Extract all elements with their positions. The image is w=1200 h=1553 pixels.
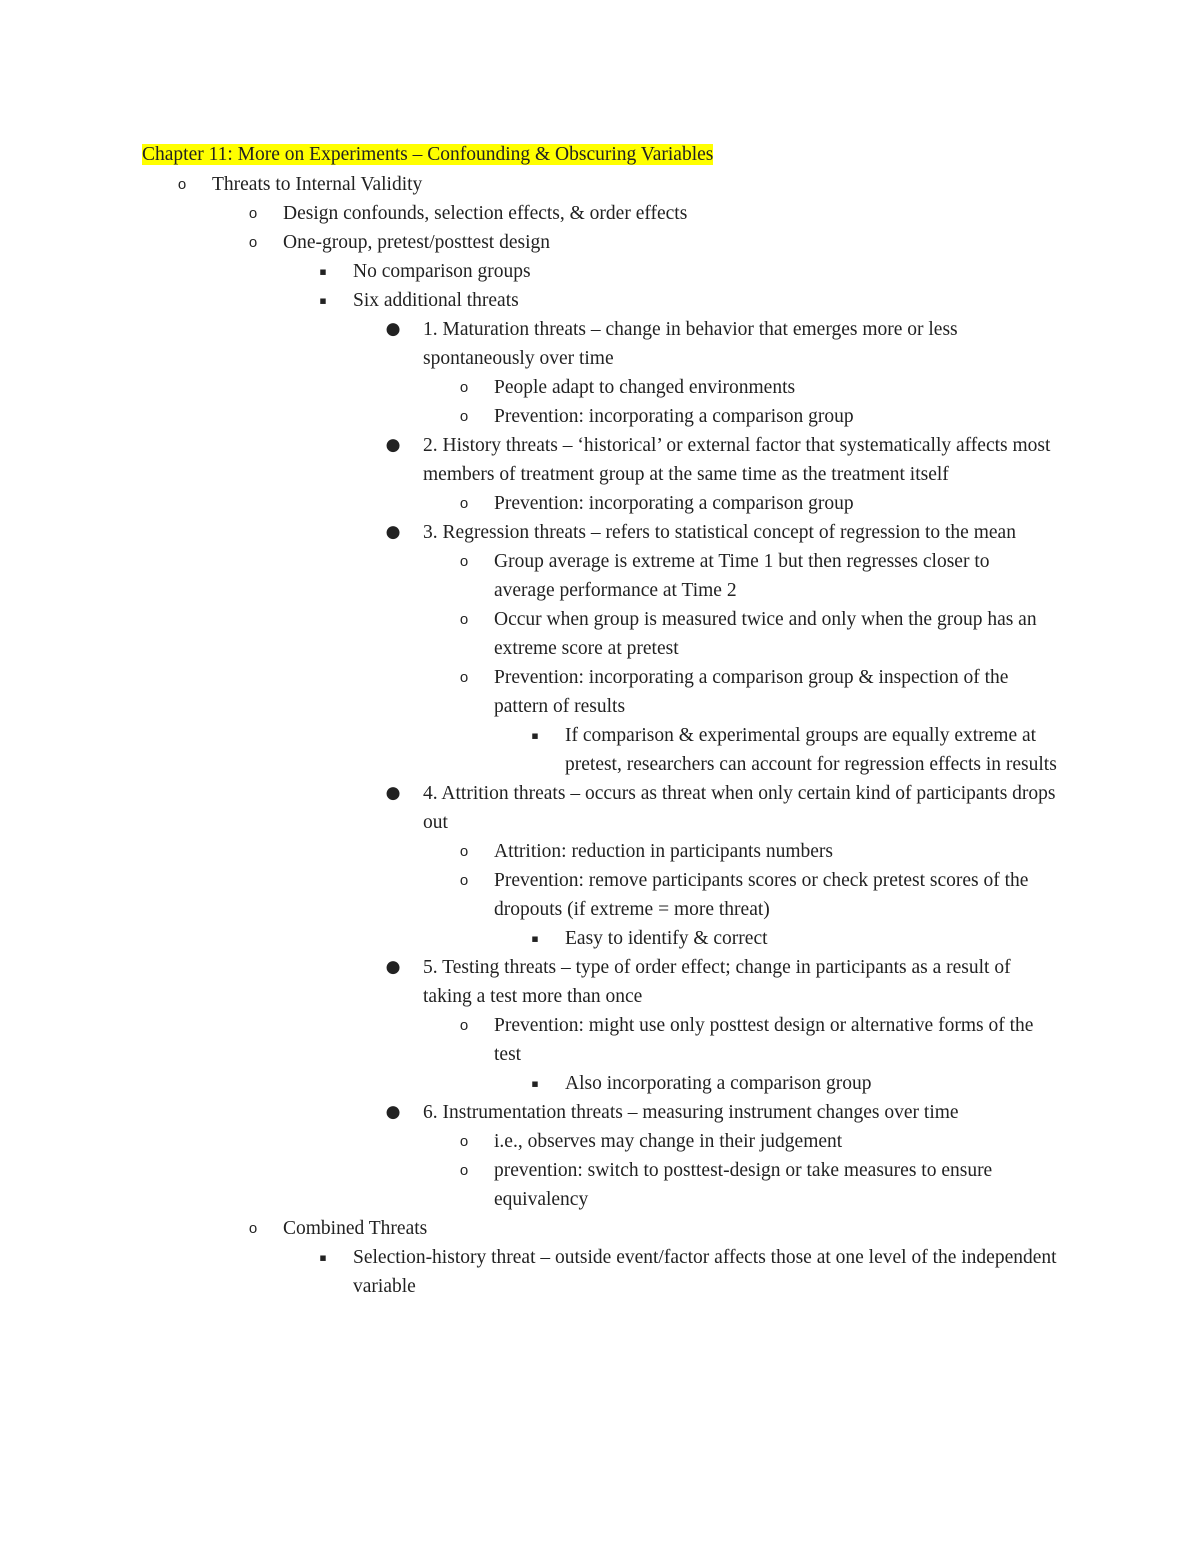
bullet-marker: ▪: [531, 932, 539, 945]
list-item-text: People adapt to changed environments: [494, 377, 796, 398]
list-item: [0, 315, 1200, 373]
list-item: [0, 866, 1200, 924]
list-item-text: 6. Instrumentation threats – measuring instrument changes over time: [423, 1102, 959, 1123]
bullet-marker: o: [459, 1133, 469, 1150]
bullet-marker: o: [459, 1162, 469, 1179]
list-item-text: Prevention: incorporating a comparison group & inspection of the pattern of results: [494, 667, 1009, 717]
bullet-marker: o: [248, 1220, 258, 1237]
bullet-marker: ●: [385, 319, 401, 339]
list-item-text: 2. History threats – ‘historical’ or external factor that systematically affects most members of treatment group at the same time as the treatment itself: [423, 435, 1051, 485]
list-item: [0, 373, 1200, 402]
list-item-text: 1. Maturation threats – change in behavior that emerges more or less spontaneously over time: [423, 319, 958, 369]
list-item-text: Prevention: incorporating a comparison group: [494, 406, 854, 427]
list-item: [0, 547, 1200, 605]
list-item-text: Easy to identify & correct: [565, 928, 768, 949]
bullet-marker: o: [177, 176, 187, 193]
bullet-marker: ▪: [319, 265, 327, 278]
list-item-text: If comparison & experimental groups are equally extreme at pretest, researchers can account for regression effects in results: [565, 725, 1057, 775]
list-item: [0, 953, 1200, 1011]
list-item-text: Attrition: reduction in participants numbers: [494, 841, 834, 862]
list-item-text: 4. Attrition threats – occurs as threat when only certain kind of participants drops out: [423, 783, 1056, 833]
chapter-heading-text: Chapter 11: More on Experiments – Confounding & Obscuring Variables: [142, 144, 714, 165]
list-item: [0, 199, 1200, 228]
list-item: [0, 837, 1200, 866]
list-item: [0, 1156, 1200, 1214]
bullet-marker: ▪: [319, 294, 327, 307]
list-item: [0, 1243, 1200, 1301]
list-item: [0, 489, 1200, 518]
list-item-text: Selection-history threat – outside event/factor affects those at one level of the independent variable: [353, 1247, 1057, 1297]
list-item: [0, 605, 1200, 663]
list-item: [0, 1011, 1200, 1069]
bullet-marker: o: [459, 843, 469, 860]
list-item-text: 3. Regression threats – refers to statistical concept of regression to the mean: [423, 522, 1016, 543]
list-item-text: Six additional threats: [353, 290, 519, 311]
bullet-marker: ●: [385, 1102, 401, 1122]
bullet-marker: ▪: [531, 729, 539, 742]
list-item: [0, 402, 1200, 431]
list-item-text: Occur when group is measured twice and only when the group has an extreme score at pretest: [494, 609, 1037, 659]
bullet-marker: o: [459, 495, 469, 512]
bullet-marker: o: [459, 872, 469, 889]
list-item: [0, 170, 1200, 199]
list-item-text: Prevention: might use only posttest design or alternative forms of the test: [494, 1015, 1034, 1065]
list-item-text: Combined Threats: [283, 1218, 428, 1239]
list-item-text: Threats to Internal Validity: [212, 174, 423, 195]
bullet-marker: o: [459, 669, 469, 686]
bullet-marker: ▪: [531, 1077, 539, 1090]
bullet-marker: ●: [385, 435, 401, 455]
bullet-marker: o: [459, 1017, 469, 1034]
list-item: [0, 257, 1200, 286]
list-item-text: prevention: switch to posttest-design or take measures to ensure equivalency: [494, 1160, 993, 1210]
list-item: [0, 1098, 1200, 1127]
list-item-text: i.e., observes may change in their judgement: [494, 1131, 843, 1152]
list-item: [0, 779, 1200, 837]
list-item: [0, 1127, 1200, 1156]
bullet-marker: o: [248, 205, 258, 222]
bullet-marker: o: [459, 379, 469, 396]
bullet-marker: o: [459, 553, 469, 570]
bullet-marker: ●: [385, 957, 401, 977]
list-item: [0, 518, 1200, 547]
list-item-text: Prevention: remove participants scores or check pretest scores of the dropouts (if extreme = more threat): [494, 870, 1029, 920]
list-item-text: Prevention: incorporating a comparison group: [494, 493, 854, 514]
list-item: [0, 663, 1200, 721]
list-item: [0, 721, 1200, 779]
bullet-marker: o: [248, 234, 258, 251]
list-item-text: No comparison groups: [353, 261, 531, 282]
list-item-text: One-group, pretest/posttest design: [283, 232, 550, 253]
list-item-text: Design confounds, selection effects, & order effects: [283, 203, 688, 224]
list-item: [0, 431, 1200, 489]
bullet-marker: ●: [385, 522, 401, 542]
notes-outline: [0, 170, 1200, 1301]
list-item-text: Also incorporating a comparison group: [565, 1073, 872, 1094]
list-item: [0, 924, 1200, 953]
bullet-marker: o: [459, 611, 469, 628]
bullet-marker: o: [459, 408, 469, 425]
list-item: [0, 228, 1200, 257]
list-item-text: Group average is extreme at Time 1 but then regresses closer to average performance at Time 2: [494, 551, 990, 601]
list-item: [0, 286, 1200, 315]
list-item-text: 5. Testing threats – type of order effect; change in participants as a result of taking a test more than once: [423, 957, 1011, 1007]
list-item: [0, 1069, 1200, 1098]
list-item: [0, 1214, 1200, 1243]
bullet-marker: ●: [385, 783, 401, 803]
bullet-marker: ▪: [319, 1251, 327, 1264]
chapter-heading: [142, 143, 713, 167]
